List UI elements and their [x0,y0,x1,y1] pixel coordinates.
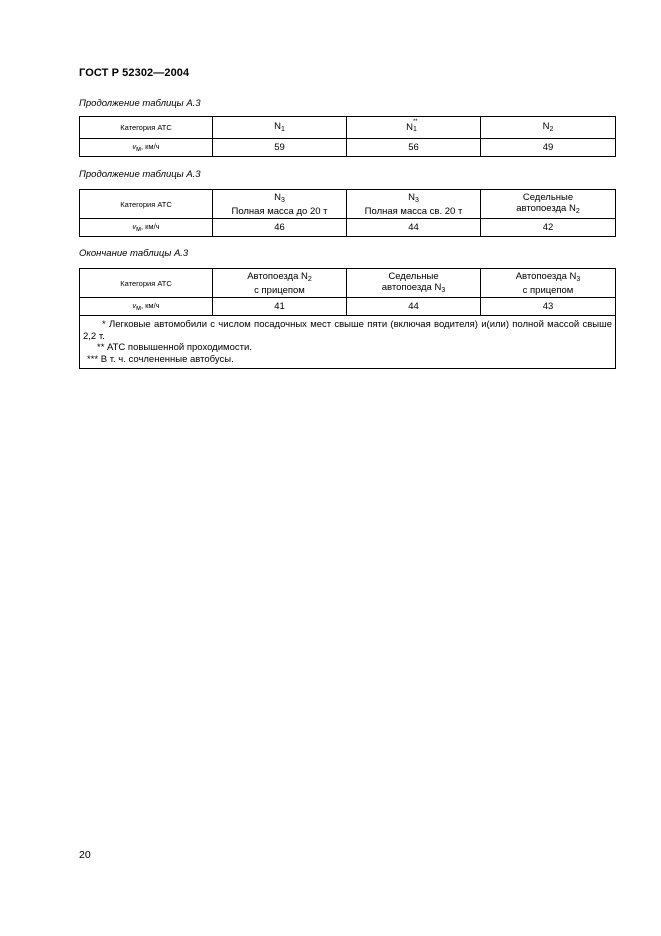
row-label-category: Категория АТС [80,269,213,298]
header-cell: Автопоезда $N_3$ с прицепом [481,269,616,298]
table-row-category [80,117,616,139]
row-label-category: Категория АТС [80,190,213,219]
value-cell: 46 [213,219,347,237]
header-cell: $N_2$ [481,117,616,139]
value-cell: 43 [481,298,616,316]
table-row-speed [80,139,616,157]
table-row-category [80,190,616,219]
row-label-category: Категория АТС [80,117,213,139]
header-cell: Седельные автопоезда $N_3$ [347,269,481,298]
header-cell: $N_1$ [213,117,347,139]
row-label-speed: vм, км/ч [80,139,213,157]
table-3 [79,268,616,369]
value-cell: 42 [481,219,616,237]
value-cell: 44 [347,219,481,237]
table-caption-1: Продолжение таблицы А.3 [79,98,201,109]
table-row-speed [80,298,616,316]
row-label-speed: vм, км/ч [80,298,213,316]
value-cell: 44 [347,298,481,316]
table-1 [79,116,616,157]
footnotes-cell [80,316,616,369]
footnote-1: * Легковые автомобили с числом посадочных мест свыше пяти (включая водителя) и(или) полной массой свыше 2,2 т. [83,319,612,342]
header-cell: Автопоезда $N_2$ с прицепом [213,269,347,298]
document-header: ГОСТ Р 52302—2004 [79,67,190,79]
header-cell: $N_3$ Полная масса св. 20 т [347,190,481,219]
header-cell: Седельные автопоезда $N_2$ [481,190,616,219]
table-row-category [80,269,616,298]
footnote-2: ** АТС повышенной проходимости. [97,342,252,353]
header-cell: $N_3$ Полная масса до 20 т [213,190,347,219]
table-row-notes [80,316,616,369]
table-row-speed [80,219,616,237]
value-cell: 56 [347,139,481,157]
table-caption-2: Продолжение таблицы А.3 [79,169,201,180]
value-cell: 41 [213,298,347,316]
header-cell: N ** 1 [347,117,481,139]
page-number: 20 [79,849,91,861]
table-2 [79,189,616,237]
footnote-3: *** В т. ч. сочлененные автобусы. [87,353,234,365]
table-caption-3: Окончание таблицы А.3 [79,248,189,259]
value-cell: 49 [481,139,616,157]
value-cell: 59 [213,139,347,157]
row-label-speed: vм, км/ч [80,219,213,237]
